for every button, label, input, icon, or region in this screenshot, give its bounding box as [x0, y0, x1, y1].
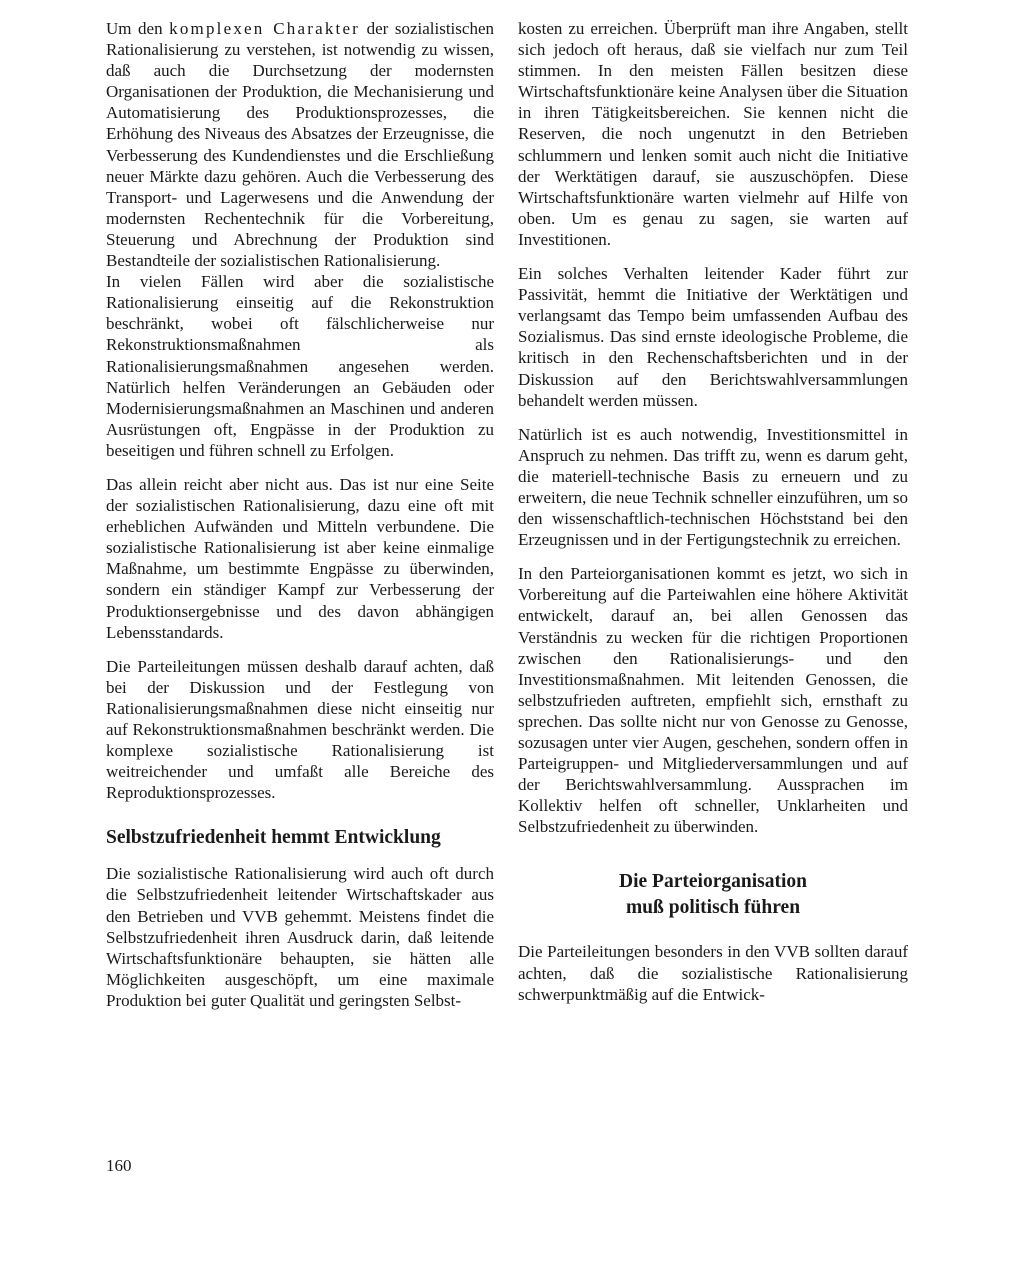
paragraph-3: Das allein reicht aber nicht aus. Das ist nur eine Seite der sozialistischen Rationalisierung, dazu eine oft mit erheblichen Aufwänden und Mitteln verbundene. Die sozialistische Rationalisierung ist aber keine einmalige Maßnahme, um bestimmte Engpässe zu überwinden, sondern ein ständiger Kampf zur Verbesserung der Produktionsergebnisse und des davon abhängigen Lebensstandards.: [106, 474, 494, 642]
paragraph-7: Ein solches Verhalten leitender Kader führt zur Passivität, hemmt die Initiative der Werktätigen und verlangsamt das Tempo beim umfassenden Aufbau des Sozialismus. Das sind ernste ideologische Probleme, die kritisch in den Rechenschaftsberichten und in der Diskussion auf den Berichtswahlversammlungen behandelt werden müssen.: [518, 264, 908, 410]
paragraph-8: Natürlich ist es auch notwendig, Investitionsmittel in Anspruch zu nehmen. Das trifft zu, wenn es darum geht, die materiell-technische Basis zu erneuern und zu erweitern, die neue Technik schneller einzuführen, um so den wissenschaftlich-technischen Höchststand bei den Erzeugnissen und in der Fertigungstechnik zu erreichen.: [518, 424, 908, 550]
paragraph-5: Die sozialistische Rationalisierung wird auch oft durch die Selbstzufriedenheit leitender Wirtschaftskader aus den Betrieben und VVB gehemmt. Meistens findet die Selbstzufriedenheit ihren Ausdruck darin, daß leitende Wirtschaftsfunktionäre behaupten, sie hätten alle Möglichkeiten ausgeschöpft, um eine maximale Produktion bei guter Qualität und geringsten Selbst-: [106, 864, 494, 1010]
section-heading-selbstzufriedenheit: Selbstzufriedenheit hemmt Entwicklung: [106, 827, 441, 849]
paragraph-1-emphasis: komplexen Charakter: [169, 19, 361, 38]
paragraph-2: In vielen Fällen wird aber die sozialistische Rationalisierung einseitig auf die Rekonstruktion beschränkt, wobei oft fälschlicherweise nur Rekonstruktionsmaßnahmen als Rationalisierungsmaßnahmen angesehen werden. Natürlich helfen Veränderungen an Gebäuden oder Modernisierungsmaßnahmen an Maschinen und anderen Ausrüstungen oft, Engpässe in der Produktion zu beseitigen und führen schnell zu Erfolgen.: [106, 272, 494, 460]
right-column: [518, 18, 908, 1005]
paragraph-4: Die Parteileitungen müssen deshalb darauf achten, daß bei der Diskussion und der Festlegung von Rationalisierungsmaßnahmen diese nicht einseitig nur auf Rekonstruktionsmaßnahmen beschränkt werden. Die komplexe sozialistische Rationalisierung ist weitreichender und umfaßt alle Bereiche des Reproduktionsprozesses.: [106, 656, 494, 803]
left-column: [106, 18, 494, 1011]
paragraph-1: [106, 18, 494, 271]
paragraph-6: kosten zu erreichen. Überprüft man ihre Angaben, stellt sich jedoch oft heraus, daß sie vielfach nur zum Teil stimmen. In den meisten Fällen besitzen diese Wirtschaftsfunktionäre keine Analysen über die Situation in ihren Tätigkeitsbereichen. Sie kennen nicht die Reserven, die noch ungenutzt in den Betrieben schlummern und lenken somit auch nicht die Initiative der Werktätigen darauf, sie auszuschöpfen. Diese Wirtschaftsfunktionäre warten vielmehr auf Hilfe von oben. Um es genau zu sagen, sie warten auf Investitionen.: [518, 19, 908, 249]
paragraph-1-body: der sozialistischen Rationalisierung zu verstehen, ist notwendig zu wissen, daß auch die Durchsetzung der modernsten Organisationen der Produktion, die Mechanisierung und Automatisierung des Produktionsprozesses, die Erhöhung des Niveaus des Absatzes der Erzeugnisse, die Verbesserung des Kundendienstes und die Erschließung neuer Märkte dazu gehören. Auch die Verbesserung des Transport- und Lagerwesens und die Anwendung der modernsten Rechentechnik für die Vorbereitung, Steuerung und Abrechnung der Produktion sind Bestandteile der sozialistischen Rationalisierung.: [106, 19, 494, 271]
paragraph-10: Die Parteileitungen besonders in den VVB sollten darauf achten, daß die sozialistische Rationalisierung schwerpunktmäßig auf die Entwick-: [518, 942, 908, 1004]
paragraph-1-lead: Um den: [106, 19, 170, 38]
paragraph-9: In den Parteiorganisationen kommt es jetzt, wo sich in Vorbereitung auf die Parteiwahlen eine höhere Aktivität entwickelt, darauf an, bei allen Genossen das Verständnis zu wecken für die richtigen Proportionen zwischen den Rationalisierungs- und den Investitionsmaßnahmen. Mit leitenden Genossen, die selbstzufrieden auftreten, empfiehlt sich, ernsthaft zu sprechen. Das sollte nicht nur von Genosse zu Genosse, sozusagen unter vier Augen, geschehen, sondern offen in Parteigruppen- und Mitgliederversammlungen und auf der Berichtswahlversammlung. Aussprachen im Kollektiv helfen oft schneller, Unklarheiten und Selbstzufriedenheit zu überwinden.: [518, 564, 908, 837]
section-heading-parteiorganisation: Die Parteiorganisation muß politisch führen: [619, 871, 807, 919]
page-number: 160: [106, 1156, 132, 1175]
